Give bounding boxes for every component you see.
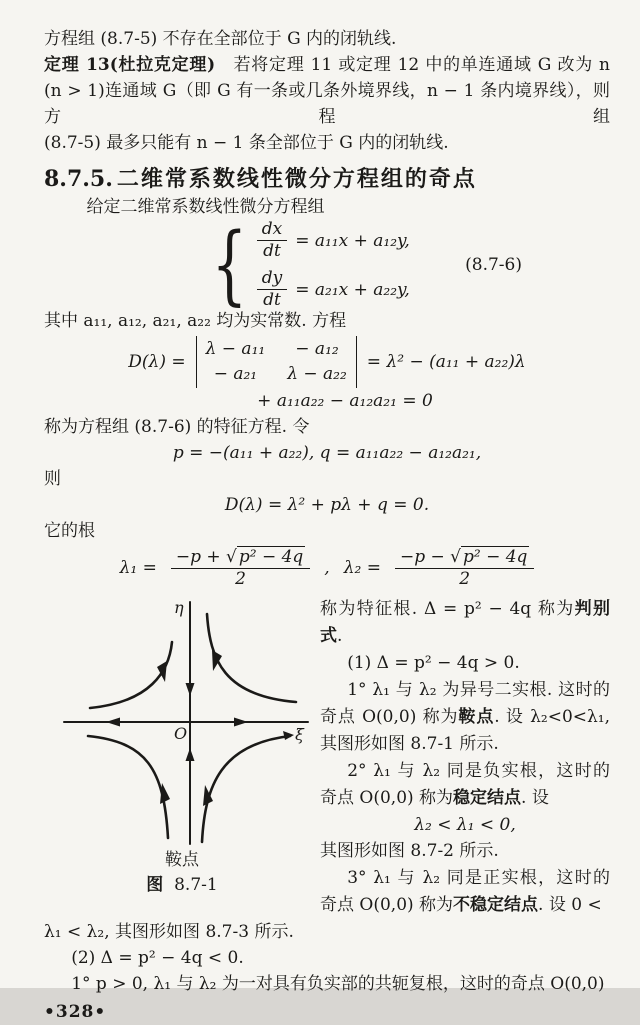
theorem-line-1 bbox=[44, 52, 610, 78]
pq-definition: p = −(a₁₁ + a₂₂), q = a₁₁a₂₂ − a₁₂a₂₁, bbox=[172, 443, 482, 463]
page-number: •328• bbox=[44, 1002, 107, 1022]
figure-number: 8.7-1 bbox=[174, 875, 218, 895]
lambda2-lhs: λ₂ = bbox=[343, 558, 381, 578]
rc-p1-text: 称为特征根. Δ = p² − 4q 称为 bbox=[320, 599, 575, 619]
rc-p4-end: . 设 bbox=[521, 788, 549, 808]
bottom-line-2: (2) Δ = p² − 4q < 0. bbox=[71, 948, 244, 968]
theorem-title: 定理 13(杜拉克定理) bbox=[44, 55, 216, 75]
dx-dt-fraction bbox=[257, 220, 287, 261]
origin-label: O bbox=[174, 724, 188, 743]
row-1-rhs: = a₁₁x + a₁₂y, bbox=[295, 230, 410, 251]
rc-p7-text: 3° λ₁ 与 λ₂ 同是正实根，这时的奇点 O(0,0) 称为 bbox=[320, 868, 610, 915]
determinant-rhs-1: = λ² − (a₁₁ + a₂₂)λ bbox=[366, 352, 526, 372]
eta-arrow-top bbox=[186, 683, 195, 696]
rc-paragraph-1 bbox=[320, 596, 610, 650]
radical-sign: −p + √ bbox=[175, 546, 237, 567]
lambda1-denominator: 2 bbox=[235, 568, 246, 589]
figure-text-region bbox=[44, 596, 610, 919]
matrix-cell-21: − a₂₁ bbox=[213, 364, 258, 384]
rc-p4-text: 2° λ₁ 与 λ₂ 同是负实根，这时的奇点 O(0,0) 称为 bbox=[320, 761, 610, 808]
matrix-cell-11: λ − a₁₁ bbox=[205, 339, 266, 359]
rc-inequality: λ₂ < λ₁ < 0, bbox=[414, 815, 516, 835]
rc-p3-text: 1° λ₁ 与 λ₂ 为异号二实根. 这时的奇点 O(0,0) 称为 bbox=[320, 680, 610, 727]
rc-paragraph-3 bbox=[320, 677, 610, 758]
figure-caption-number bbox=[44, 873, 320, 898]
lambda2-fraction bbox=[395, 548, 534, 589]
lambda1-fraction bbox=[171, 548, 310, 589]
characteristic-determinant bbox=[44, 336, 610, 414]
matrix-cell-22: λ − a₂₂ bbox=[287, 364, 347, 384]
equation-system-876 bbox=[202, 215, 610, 315]
theorem-text-1: 若将定理 11 或定理 12 中的单连通域 G 改为 n bbox=[215, 55, 610, 75]
frac-denominator: dt bbox=[263, 290, 281, 310]
frac-numerator: dy bbox=[257, 269, 288, 290]
rc-case-1: (1) Δ = p² − 4q > 0. bbox=[347, 653, 520, 673]
determinant-rhs-2: + a₁₁a₂₂ − a₁₂a₂₁ = 0 bbox=[257, 391, 433, 411]
coefficients-line: 其中 a₁₁, a₁₂, a₂₁, a₂₂ 均为实常数. 方程 bbox=[44, 311, 347, 331]
lambda1-numerator bbox=[171, 548, 310, 569]
eta-axis-label: η bbox=[174, 598, 184, 617]
figure-column bbox=[44, 596, 320, 919]
xi-arrow-right bbox=[234, 718, 248, 727]
figure-caption-type: 鞍点 bbox=[165, 850, 199, 870]
rc-p1-term: 判别式 bbox=[320, 599, 610, 646]
trajectory-q2 bbox=[90, 642, 172, 708]
radical-sign: −p − √ bbox=[399, 546, 461, 567]
eta-arrow-bottom bbox=[186, 748, 195, 761]
row-2-rhs: = a₂₁x + a₂₂y, bbox=[295, 279, 410, 300]
rc-p3-end: . 设 λ₂<0<λ₁, 其图形如图 8.7-1 所示. bbox=[320, 707, 611, 754]
text-column bbox=[320, 596, 610, 919]
then-word: 则 bbox=[44, 469, 61, 489]
section-number: 8.7.5. bbox=[44, 166, 113, 192]
lambda1-lhs: λ₁ = bbox=[119, 558, 157, 578]
bottom-line-3: 1° p > 0, λ₁ 与 λ₂ 为一对具有负实部的共轭复根，这时的奇点 O(0,0) bbox=[71, 974, 605, 994]
rc-p4-term: 稳定结点 bbox=[453, 788, 522, 808]
system-row-2 bbox=[257, 269, 410, 310]
section-title: 二维常系数线性微分方程组的奇点 bbox=[116, 166, 477, 192]
lambda2-denominator: 2 bbox=[459, 568, 471, 589]
intro-paragraph bbox=[44, 26, 610, 156]
rc-p7-end: . 设 0 < bbox=[538, 895, 602, 915]
frac-denominator: dt bbox=[263, 241, 281, 261]
roots-word: 它的根 bbox=[44, 521, 95, 541]
xi-axis-label: ξ bbox=[295, 725, 304, 744]
saddle-phase-portrait bbox=[50, 598, 314, 848]
rc-p3-term: 鞍点 bbox=[458, 707, 495, 727]
system-row-1 bbox=[257, 220, 410, 261]
system-rows bbox=[257, 220, 410, 310]
theorem-line-3: (8.7-5) 最多只能有 n − 1 条全部位于 G 内的闭轨线. bbox=[44, 133, 449, 153]
matrix-cell-12: − a₁₂ bbox=[295, 339, 339, 359]
lambda2-numerator bbox=[395, 548, 534, 569]
xi-arrow-left bbox=[106, 718, 120, 727]
trajectory-q3 bbox=[88, 736, 168, 838]
arrow-q4-tip bbox=[283, 731, 294, 740]
roots-equation bbox=[44, 544, 610, 592]
system-brace: { bbox=[211, 215, 248, 315]
bottom-paragraphs bbox=[44, 919, 610, 997]
determinant-matrix bbox=[196, 336, 357, 388]
rc-p7-term: 不稳定结点 bbox=[453, 895, 539, 915]
arrow-q3 bbox=[160, 783, 170, 804]
section-lead: 给定二维常系数线性微分方程组 bbox=[86, 197, 325, 217]
determinant-lhs: D(λ) = bbox=[128, 352, 186, 372]
determinant-row-1 bbox=[44, 336, 610, 388]
rc-paragraph-7 bbox=[320, 865, 610, 919]
roots-separator: , bbox=[324, 558, 330, 578]
radicand: p² − 4q bbox=[238, 546, 304, 567]
frac-numerator: dx bbox=[257, 220, 287, 241]
intro-line-1: 方程组 (8.7-5) 不存在全部位于 G 内的闭轨线. bbox=[44, 29, 397, 49]
dy-dt-fraction bbox=[257, 269, 288, 310]
equation-label: (8.7-6) bbox=[465, 255, 522, 275]
bottom-line-1: λ₁ < λ₂, 其图形如图 8.7-3 所示. bbox=[44, 922, 294, 942]
d-lambda-equation: D(λ) = λ² + pλ + q = 0. bbox=[224, 495, 430, 515]
rc-p1-end: . bbox=[337, 626, 343, 646]
theorem-line-2: (n > 1)连通域 G（即 G 有一条或几条外境界线，n − 1 条内境界线），则方程组 bbox=[44, 81, 610, 127]
figure-word: 图 bbox=[146, 875, 164, 895]
rc-paragraph-6: 其图形如图 8.7-2 所示. bbox=[320, 841, 499, 861]
radicand: p² − 4q bbox=[462, 546, 528, 567]
characteristic-line: 称为方程组 (8.7-6) 的特征方程. 令 bbox=[44, 417, 310, 437]
rc-paragraph-4 bbox=[320, 758, 610, 812]
trajectory-q4 bbox=[202, 736, 290, 842]
section-heading bbox=[44, 164, 610, 194]
